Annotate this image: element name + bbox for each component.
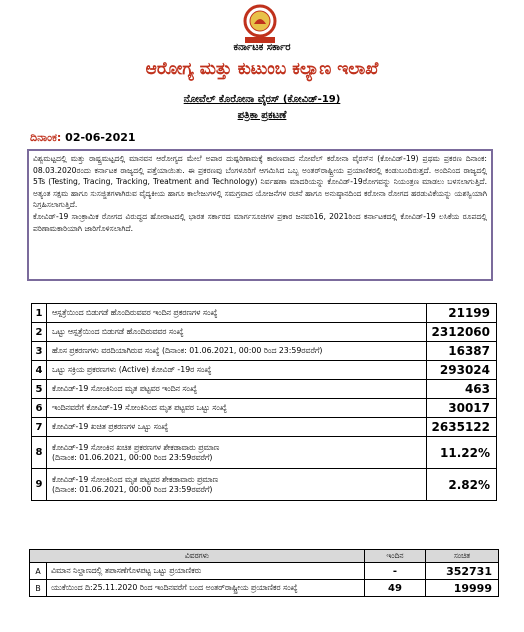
row-label: ಒಟ್ಟು ಆಸ್ಪತ್ರೆಯಿಂದ ಬಿಡುಗಡೆ ಹೊಂದಿರುವವರ ಸಂಖ್ಯೆ <box>47 323 427 342</box>
row-value: 2.82% <box>426 469 496 501</box>
row-number: 1 <box>32 304 47 323</box>
row-label-line-1: ಕೋವಿಡ್-19 ಸೋಂಕಿನ ಖಚಿತ ಪ್ರಕರಣಗಳ ಶೇಕಡಾವಾರು ಪ್ರಮಾಣ <box>52 442 220 452</box>
row-total: 352731 <box>426 563 499 580</box>
col-header-details: ವಿವರಗಳು <box>30 550 365 563</box>
row-total: 19999 <box>426 580 499 597</box>
row-label: ಇಂದಿನವರೆಗೆ ಕೋವಿಡ್-19 ಸೋಂಕಿನಿಂದ ಮೃತ ಪಟ್ಟವರ ಒಟ್ಟು ಸಂಖ್ಯೆ <box>47 399 427 418</box>
row-label: ವಿಮಾನ ನಿಲ್ದಾಣದಲ್ಲಿ ತಪಾಸಣೆಗೊಳಪಟ್ಟ ಒಟ್ಟು ಪ್ರಯಾಣಿಕರು <box>47 563 365 580</box>
summary-row <box>30 563 499 580</box>
bulletin-title: ಪತ್ರಿಕಾ ಪ್ರಕಟಣೆ <box>237 110 287 121</box>
row-value: 2312060 <box>426 323 496 342</box>
date-value: 02-06-2021 <box>65 131 136 144</box>
intro-paragraph-2: ಕೋವಿಡ್-19 ಸಾಂಕ್ರಾಮಿಕ ರೋಗದ ವಿರುದ್ಧದ ಹೋರಾಟದಲ್ಲಿ ಭಾರತ ಸರ್ಕಾರದ ಮಾರ್ಗಸೂಚಿಗಳ ಪ್ರಕಾರ ಜನವರಿ16, 2021ರಿಂದ ಕರ್ನಾಟಕದಲ್ಲಿ ಕೋವಿಡ್-19 ಲಸಿಕೆಯ ರೂಪದಲ್ಲಿ ಪರಿಣಾಮಕಾರಿಯಾಗಿ ಜಾರಿಗೊಳಿಸಲಾಗಿದೆ. <box>33 211 487 233</box>
stats-row <box>32 469 497 501</box>
government-name: ಕರ್ನಾಟಕ ಸರ್ಕಾರ <box>233 42 291 53</box>
row-label-line-2: (ದಿನಾಂಕ: 01.06.2021, 00:00 ರಿಂದ 23:59ರವರೆಗೆ) <box>52 452 213 462</box>
row-number: 4 <box>32 361 47 380</box>
row-value: 11.22% <box>426 437 496 469</box>
row-label-line-1: ಕೋವಿಡ್-19 ಸೋಂಕಿನಿಂದ ಮೃತ ಪಟ್ಟವರ ಶೇಕಡಾವಾರು ಪ್ರಮಾಣ <box>52 474 218 484</box>
col-header-total: ಸಂಚಿತ <box>426 550 499 563</box>
row-value: 293024 <box>426 361 496 380</box>
row-number: 5 <box>32 380 47 399</box>
row-number: 8 <box>32 437 47 469</box>
bulletin-date <box>30 131 136 145</box>
row-number: 7 <box>32 418 47 437</box>
row-value: 463 <box>426 380 496 399</box>
stats-row <box>32 380 497 399</box>
row-number: 3 <box>32 342 47 361</box>
state-emblem-logo <box>239 4 281 44</box>
intro-box <box>27 149 493 281</box>
stats-row <box>32 304 497 323</box>
date-label: ದಿನಾಂಕ: <box>30 131 62 144</box>
row-label-line-2: (ದಿನಾಂಕ: 01.06.2021, 00:00 ರಿಂದ 23:59ರವರೆಗೆ) <box>52 484 213 494</box>
row-value: 16387 <box>426 342 496 361</box>
department-title: ಆರೋಗ್ಯ ಮತ್ತು ಕುಟುಂಬ ಕಲ್ಯಾಣ ಇಲಾಖೆ <box>145 59 379 79</box>
stats-row <box>32 399 497 418</box>
stats-row <box>32 361 497 380</box>
row-value: 30017 <box>426 399 496 418</box>
stats-row <box>32 342 497 361</box>
summary-row <box>30 580 499 597</box>
row-today: - <box>365 563 426 580</box>
stats-row <box>32 323 497 342</box>
row-number: 9 <box>32 469 47 501</box>
row-label <box>47 437 427 469</box>
summary-header-row <box>30 550 499 563</box>
row-label: ಯುಕೆಯಿಂದ ದಿ:25.11.2020 ರಿಂದ ಇಂದಿನವರೆಗೆ ಬಂದ ಅಂತರ್‌ರಾಷ್ಟ್ರೀಯ ಪ್ರಯಾಣಿಕರ ಸಂಖ್ಯೆ <box>47 580 365 597</box>
stats-row <box>32 437 497 469</box>
row-value: 21199 <box>426 304 496 323</box>
row-value: 2635122 <box>426 418 496 437</box>
summary-table <box>29 549 499 597</box>
row-number: 6 <box>32 399 47 418</box>
row-label <box>47 469 427 501</box>
stats-table <box>31 303 497 501</box>
row-label: ಆಸ್ಪತ್ರೆಯಿಂದ ಬಿಡುಗಡೆ ಹೊಂದಿರುವವರ ಇಂದಿನ ಪ್ರಕರಣಗಳ ಸಂಖ್ಯೆ <box>47 304 427 323</box>
col-header-today: ಇಂದಿನ <box>365 550 426 563</box>
virus-subtitle: ನೋವೆಲ್ ಕೊರೋನಾ ವೈರಸ್ (ಕೋವಿಡ್-19) <box>183 94 341 105</box>
row-label: ಒಟ್ಟು ಸಕ್ರಿಯ ಪ್ರಕರಣಗಳು (Active) ಕೋವಿಡ್ -19ರ ಸಂಖ್ಯೆ <box>47 361 427 380</box>
row-letter: A <box>30 563 47 580</box>
row-label: ಕೋವಿಡ್-19 ಸೋಂಕಿನಿಂದ ಮೃತ ಪಟ್ಟವರ ಇಂದಿನ ಸಂಖ್ಯೆ <box>47 380 427 399</box>
row-number: 2 <box>32 323 47 342</box>
row-label: ಕೋವಿಡ್-19 ಖಚಿತ ಪ್ರಕರಣಗಳ ಒಟ್ಟು ಸಂಖ್ಯೆ <box>47 418 427 437</box>
row-letter: B <box>30 580 47 597</box>
stats-row <box>32 418 497 437</box>
row-today: 49 <box>365 580 426 597</box>
intro-paragraph-1: ವಿಶ್ವಮಟ್ಟದಲ್ಲಿ ಮತ್ತು ರಾಷ್ಟ್ರಮಟ್ಟದಲ್ಲಿ ಮಾನವನ ಆರೋಗ್ಯದ ಮೇಲೆ ಅಪಾರ ದುಷ್ಪರಿಣಾಮಕ್ಕೆ ಕಾರಣವಾದ ನೋವೆಲ್ ಕರೋನಾ ವೈರಸ್‌ನ (ಕೋವಿಡ್-19) ಪ್ರಥಮ ಪ್ರಕರಣ ದಿನಾಂಕ: 08.03.2020ರಂದು ಕರ್ನಾಟಕ ರಾಜ್ಯದಲ್ಲಿ ಪತ್ತೆಯಾಯಿತು. ಈ ಪ್ರಕರಣವು ಬೆಂಗಳೂರಿಗೆ ಆಗಮಿಸಿದ ಒಬ್ಬ ಅಂತರ್‌ರಾಷ್ಟ್ರೀಯ ಪ್ರಯಾಣಿಕರಲ್ಲಿ ಕಂಡುಬಂದಿರುತ್ತದೆ. ಅಂದಿನಿಂದ ರಾಜ್ಯದಲ್ಲಿ 5Ts (Testing, Tracing, Tracking, Treatment and Technology) ನಿರ್ವಹಣಾ ಮಾದರಿಯನ್ನು ಕೋವಿಡ್-19ರೋಗವನ್ನು ನಿಯಂತ್ರಣ ಮಾಡಲು ಬಳಸಲಾಗುತ್ತಿದೆ. ಅತ್ಯಂತ ಸಕ್ಷಮ ಹಾಗೂ ಸುಸಜ್ಜಿತಗಳಾಗಿರುವ ವೈದ್ಯಕೀಯ ಹಾಗೂ ಕಾಲೇಜುಗಳಲ್ಲಿ ಸಮಗ್ರವಾದ ಯೋಜನೆಗಳ ರಚನೆ ಹಾಗೂ ಅನುಷ್ಠಾನದಿಂದ ಕರೋನಾ ರೋಗದ ಹರಡುವಿಕೆಯನ್ನು ಯಶಸ್ವಿಯಾಗಿ ನಿಗ್ರಹಿಸಲಾಗುತ್ತಿದೆ. <box>33 154 487 210</box>
row-label: ಹೊಸ ಪ್ರಕರಣಗಳು ವರದಿಯಾಗಿರುವ ಸಂಖ್ಯೆ (ದಿನಾಂಕ: 01.06.2021, 00:00 ರಿಂದ 23:59ರವರೆಗೆ) <box>47 342 427 361</box>
